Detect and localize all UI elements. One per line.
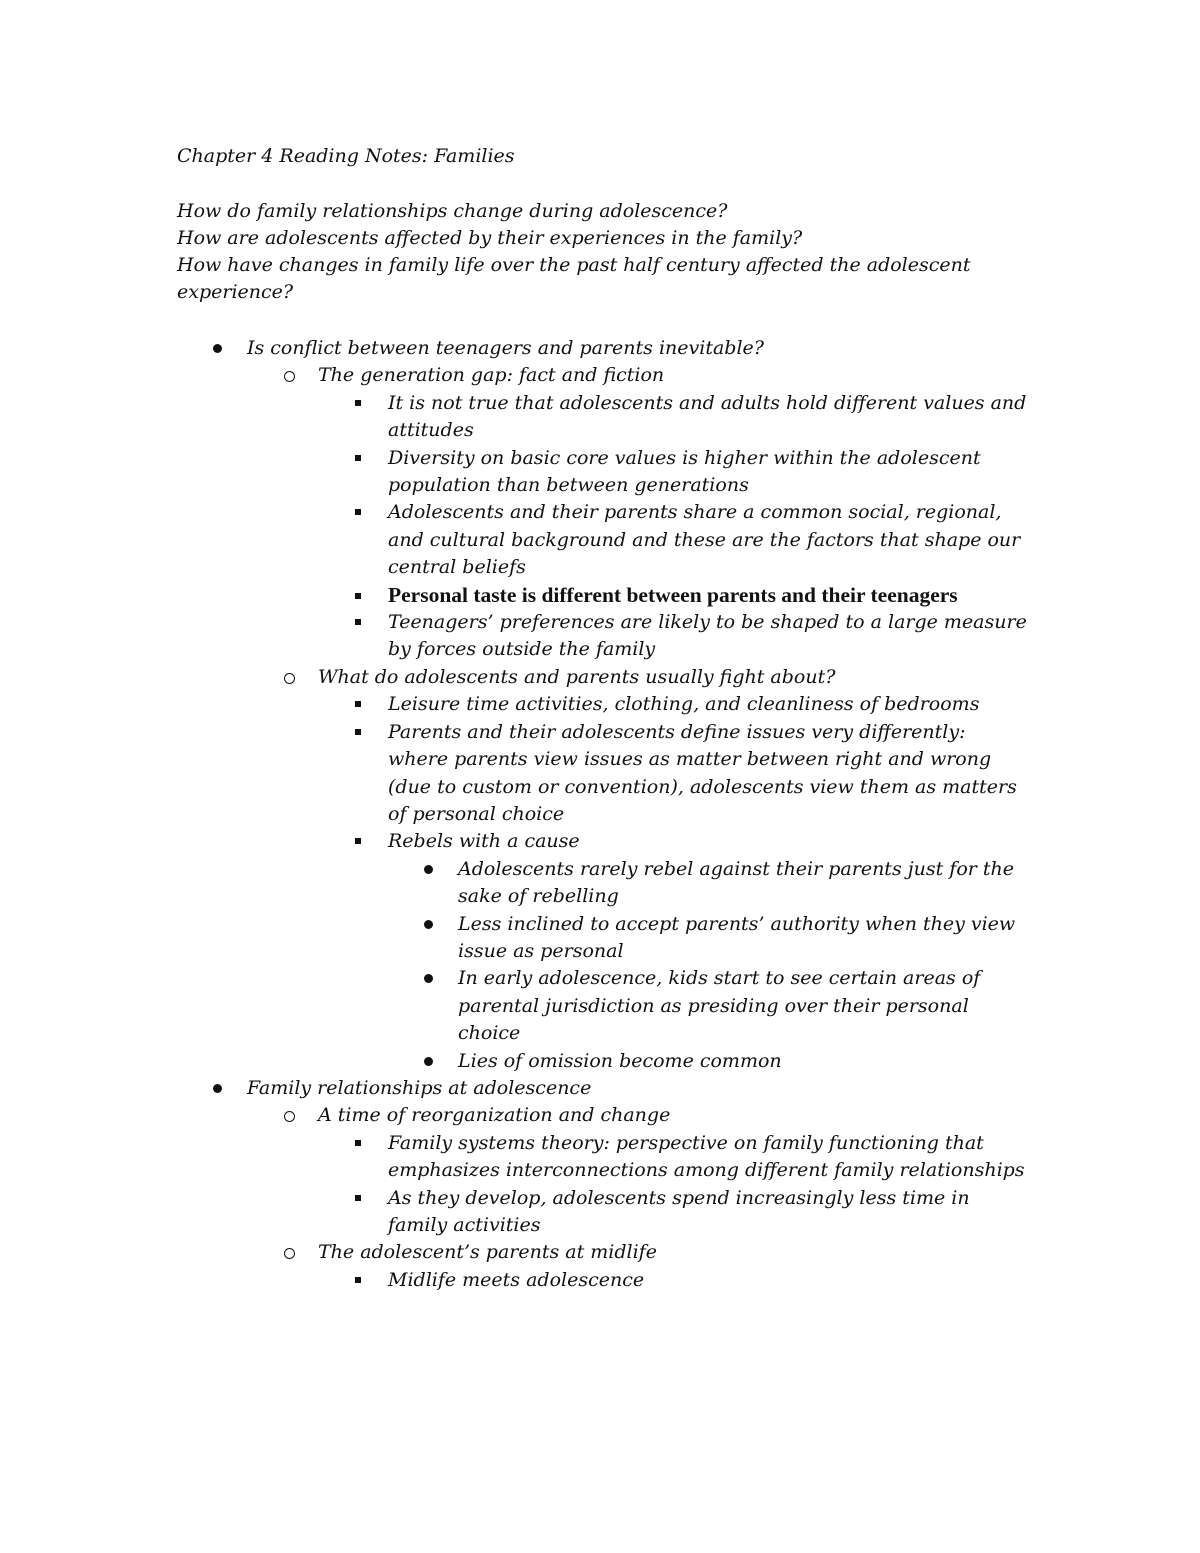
outline-item-text: Leisure time activities, clothing, and cleanliness of bedrooms <box>388 693 980 716</box>
bullet-square-icon <box>355 838 361 844</box>
bullet-square-icon <box>355 400 361 406</box>
bullet-disc-icon <box>213 344 222 353</box>
outline-item-level-2 <box>177 362 1037 389</box>
bullet-square-icon <box>355 701 361 707</box>
outline-item-level-3 <box>177 390 1028 445</box>
guiding-questions <box>177 198 1037 306</box>
outline-item-level-2 <box>177 1102 1037 1129</box>
outline-item-level-3 <box>177 582 1028 609</box>
outline-item-level-4 <box>177 911 1030 966</box>
outline-item-level-3 <box>177 499 1028 581</box>
outline-item-text: What do adolescents and parents usually fight about? <box>318 665 836 688</box>
bullet-disc-icon <box>424 920 433 929</box>
outline-item-level-2 <box>177 664 1037 691</box>
outline-item-text: Midlife meets adolescence <box>388 1268 645 1291</box>
outline-item-level-2 <box>177 1239 1037 1266</box>
outline-item-text: Teenagers’ preferences are likely to be shaped to a large measure by forces outside the family <box>388 611 1027 661</box>
outline-item-level-1 <box>177 335 1037 362</box>
outline-item-text: Family systems theory: perspective on family functioning that emphasizes interconnections among different family relationships <box>388 1131 1025 1182</box>
bullet-square-icon <box>355 593 361 599</box>
outline-item-text: Diversity on basic core values is higher within the adolescent population than between generations <box>388 446 981 497</box>
bullet-circle-icon <box>284 1248 295 1259</box>
bullet-square-icon <box>355 1277 361 1283</box>
outline-item-level-4 <box>177 856 1030 911</box>
outline-item-text: The adolescent’s parents at midlife <box>318 1241 657 1264</box>
guiding-question: How are adolescents affected by their experiences in the family? <box>177 227 803 249</box>
bullet-square-icon <box>355 455 361 461</box>
guiding-question: How have changes in family life over the past half century affected the adolescent experience? <box>177 254 971 303</box>
document-title: Chapter 4 Reading Notes: Families <box>177 145 515 167</box>
outline-item-text: Less inclined to accept parents’ authority when they view issue as personal <box>458 912 1016 962</box>
notes-outline <box>177 335 1037 1294</box>
bullet-circle-icon <box>284 371 295 382</box>
outline-item-text: As they develop, adolescents spend increasingly less time in family activities <box>388 1186 970 1236</box>
outline-item-level-3 <box>177 445 1028 500</box>
outline-item-text: Parents and their adolescents define issues very differently: where parents view issues as matter between right and wrong (due to custom or convention), adolescents view them as matters of personal choice <box>388 720 1017 825</box>
outline-item-text: A time of reorganization and change <box>318 1104 671 1127</box>
bullet-square-icon <box>355 1195 361 1201</box>
outline-item-text: Family relationships at adolescence <box>247 1076 592 1099</box>
outline-item-level-3 <box>177 691 1028 718</box>
bullet-square-icon <box>355 619 361 625</box>
outline-item-level-3 <box>177 1185 1028 1240</box>
bullet-square-icon <box>355 509 361 515</box>
bullet-circle-icon <box>284 1111 295 1122</box>
bullet-disc-icon <box>424 974 433 983</box>
bullet-disc-icon <box>213 1084 222 1093</box>
outline-item-text: Adolescents and their parents share a common social, regional, and cultural background and these are the factors that shape our central beliefs <box>388 501 1021 579</box>
outline-item-level-4 <box>177 965 1030 1047</box>
outline-item-text: Rebels with a cause <box>388 830 580 853</box>
bullet-circle-icon <box>284 673 295 684</box>
outline-item-level-1 <box>177 1075 1037 1102</box>
outline-item-level-3 <box>177 1267 1028 1294</box>
outline-item-text: The generation gap: fact and fiction <box>318 364 665 387</box>
outline-item-text: Is conflict between teenagers and parents inevitable? <box>247 337 764 359</box>
outline-item-text: It is not true that adolescents and adults hold different values and attitudes <box>388 391 1027 442</box>
outline-item-text: Adolescents rarely rebel against their parents just for the sake of rebelling <box>458 857 1014 908</box>
outline-item-level-3 <box>177 1130 1028 1185</box>
outline-item-level-4 <box>177 1048 1030 1075</box>
outline-item-text: Lies of omission become common <box>458 1049 782 1072</box>
outline-item-text: In early adolescence, kids start to see certain areas of parental jurisdiction as presiding over their personal choice <box>458 967 981 1045</box>
outline-item-text: Personal taste is different between parents and their teenagers <box>388 582 958 607</box>
bullet-disc-icon <box>424 865 433 874</box>
bullet-square-icon <box>355 1140 361 1146</box>
bullet-square-icon <box>355 729 361 735</box>
bullet-disc-icon <box>424 1057 433 1066</box>
outline-item-level-3 <box>177 828 1028 855</box>
guiding-question: How do family relationships change during adolescence? <box>177 200 728 222</box>
document-page <box>177 143 1037 1294</box>
outline-item-level-3 <box>177 609 1028 664</box>
outline-item-level-3 <box>177 719 1028 829</box>
